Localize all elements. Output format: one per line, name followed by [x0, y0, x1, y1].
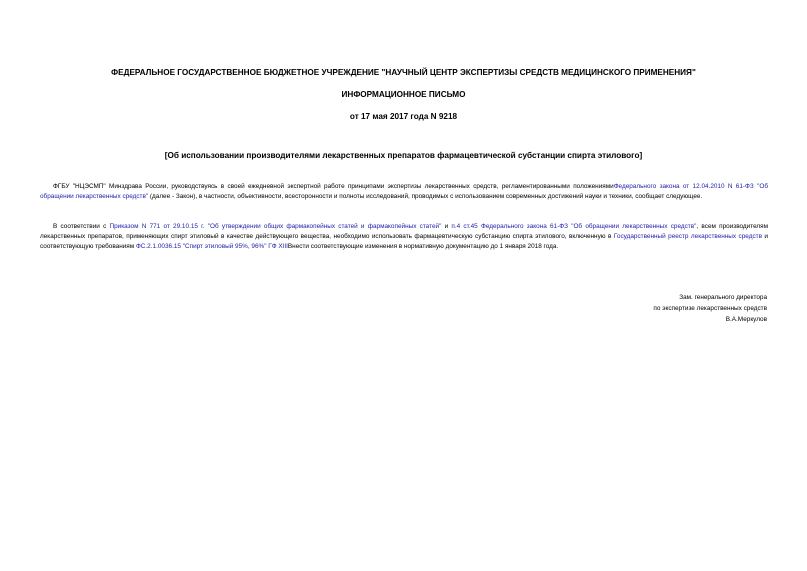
paragraph-main [40, 222, 768, 252]
paragraph-text: Внести соответствующие изменения в нормативную документацию до 1 января 2018 года. [287, 243, 559, 250]
state-register-link[interactable]: Государственный реестр лекарственных средств [613, 233, 762, 240]
document-date: от 17 мая 2017 года N 9218 [349, 112, 458, 121]
signature-title: Зам. генерального директора [679, 294, 767, 301]
paragraph-text: и соответствующую требованиям [40, 233, 768, 250]
document-subject: [Об использовании производителями лекарственных препаратов фармацевтической субстанции спирта этилового] [164, 151, 643, 160]
paragraph-text: (далее - Закон), в частности, объективности, всесторонности и полноты исследований, проводимых с использованием современных достижений науки и техники, сообщает следующее. [148, 193, 703, 200]
federal-law-link[interactable]: Федерального закона от 12.04.2010 N 61-ФЗ "Об обращении лекарственных средств" [40, 183, 768, 200]
paragraph-intro [40, 182, 768, 202]
organization-name: ФЕДЕРАЛЬНОЕ ГОСУДАРСТВЕННОЕ БЮДЖЕТНОЕ УЧРЕЖДЕНИЕ "НАУЧНЫЙ ЦЕНТР ЭКСПЕРТИЗЫ СРЕДСТВ МЕДИЦИНСКОГО ПРИМЕНЕНИЯ" [111, 68, 696, 77]
document-type: ИНФОРМАЦИОННОЕ ПИСЬМО [341, 90, 466, 99]
signature-department: по экспертизе лекарственных средств [653, 305, 767, 312]
paragraph-text: и [441, 223, 452, 230]
paragraph-text: В соответствии с [53, 223, 110, 230]
paragraph-text: ФГБУ "НЦЭСМП" Минздрава России, руководствуясь в своей ежедневной экспертной работе принципами экспертизы лекарственных средств, регламентированными положениями [53, 183, 614, 190]
article-45-link[interactable]: п.4 ст.45 Федерального закона 61-ФЗ "Об обращении лекарственных средств" [451, 223, 697, 230]
order-771-link[interactable]: Приказом N 771 от 29.10.15 г. "Об утверждении общих фармакопейных статей и фармакопейных статей" [109, 223, 442, 230]
signature-name: В.А.Меркулов [725, 316, 767, 323]
paragraph-text: , всем производителям лекарственных препаратов, применяющих спирт этиловый в качестве действующего вещества, необходимо использовать фармацевтическую субстанцию спирта этилового, включенную в [40, 223, 769, 240]
pharmacopoeia-article-link[interactable]: ФС.2.1.0036.15 "Спирт этиловый 95%, 96%" ГФ XIII [135, 243, 288, 250]
